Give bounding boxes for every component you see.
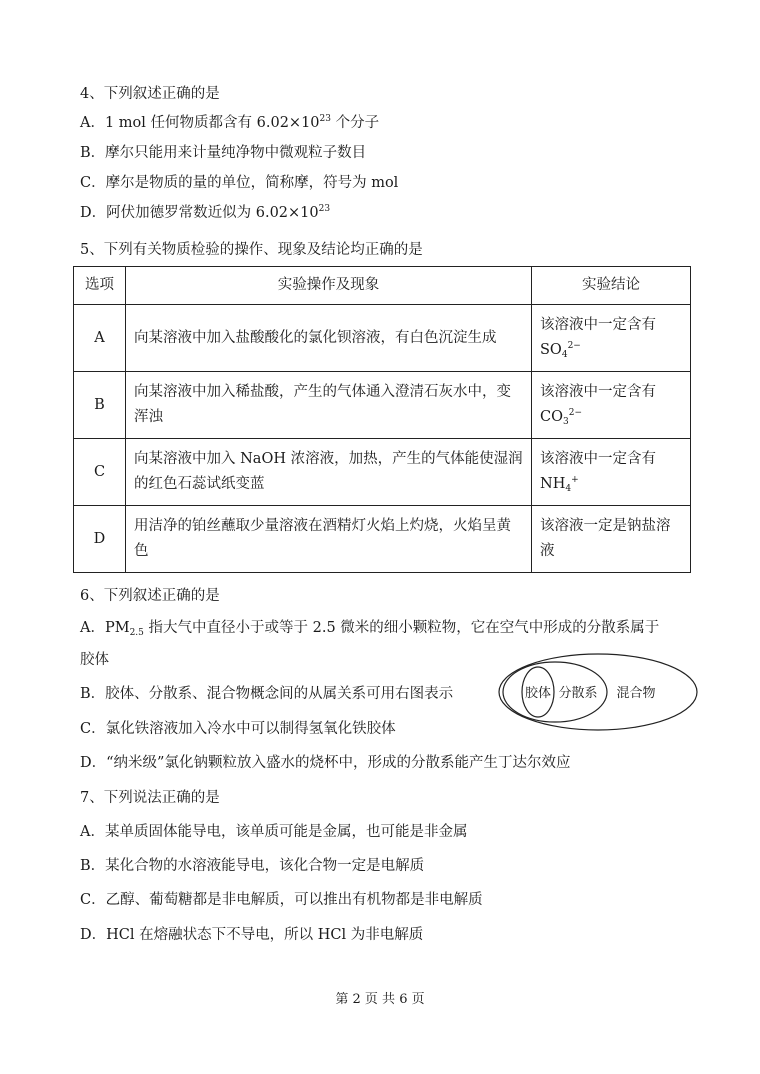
row-option: D xyxy=(74,506,126,573)
q4-option-d: D．阿伏加德罗常数近似为 $6.02\times 10^{23}$ xyxy=(80,204,331,221)
q6-option-a-continued: 胶体 xyxy=(80,652,109,668)
header-option: 选项 xyxy=(74,267,126,305)
q7-option-c: C．乙醇、葡萄糖都是非电解质，可以推出有机物都是非电解质 xyxy=(80,892,483,908)
q6-option-b: B．胶体、分散系、混合物概念间的从属关系可用右图表示 xyxy=(80,686,454,702)
row-option: A xyxy=(74,305,126,372)
row-conclusion: 该溶液中一定含有 $NH_4^+$ xyxy=(532,439,691,506)
q7-stem: 7、下列说法正确的是 xyxy=(80,790,220,806)
q6-stem: 6、下列叙述正确的是 xyxy=(80,588,220,604)
q4-option-a: A．1 mol 任何物质都含有 $6.02\times 10^{23}$ 个分子 xyxy=(80,114,380,131)
diagram-label-middle: 分散系 xyxy=(558,686,598,701)
row-conclusion: 该溶液中一定含有 $SO_4^{2-}$ xyxy=(532,305,691,372)
q4-stem: 4、下列叙述正确的是 xyxy=(80,86,220,102)
set-inclusion-diagram xyxy=(496,650,700,734)
diagram-label-outer: 混合物 xyxy=(616,686,656,701)
table-header-row xyxy=(74,267,691,305)
header-operation: 实验操作及现象 xyxy=(126,267,532,305)
table-row xyxy=(74,372,691,439)
q7-option-a: A．某单质固体能导电，该单质可能是金属，也可能是非金属 xyxy=(80,824,468,840)
row-operation: 向某溶液中加入盐酸酸化的氯化钡溶液，有白色沉淀生成 xyxy=(126,305,532,372)
q7-option-b: B．某化合物的水溶液能导电，该化合物一定是电解质 xyxy=(80,858,425,874)
row-conclusion: 该溶液一定是钠盐溶液 xyxy=(532,506,691,573)
q7-option-d: D．HCl 在熔融状态下不导电，所以 HCl 为非电解质 xyxy=(80,927,424,943)
q5-table xyxy=(73,266,691,573)
row-operation: 向某溶液中加入 NaOH 浓溶液，加热，产生的气体能使湿润的红色石蕊试纸变蓝 xyxy=(126,439,532,506)
q5-stem: 5、下列有关物质检验的操作、现象及结论均正确的是 xyxy=(80,242,423,258)
table-row xyxy=(74,439,691,506)
q6-option-d: D．“纳米级”氯化钠颗粒放入盛水的烧杯中，形成的分散系能产生丁达尔效应 xyxy=(80,755,571,771)
header-conclusion: 实验结论 xyxy=(532,267,691,305)
row-conclusion: 该溶液中一定含有 $CO_3^{2-}$ xyxy=(532,372,691,439)
row-operation: 向某溶液中加入稀盐酸，产生的气体通入澄清石灰水中，变浑浊 xyxy=(126,372,532,439)
row-option: B xyxy=(74,372,126,439)
diagram-label-inner: 胶体 xyxy=(524,686,552,701)
page-footer: 第 2 页 共 6 页 xyxy=(335,992,425,1007)
q6-option-a: A．$PM_{2.5}$ 指大气中直径小于或等于 2.5 微米的细小颗粒物，它在空气中形成的分散系属于 xyxy=(80,620,660,638)
table-row xyxy=(74,506,691,573)
q4-option-c: C．摩尔是物质的量的单位，简称摩，符号为 mol xyxy=(80,175,399,191)
q4-option-b: B．摩尔只能用来计量纯净物中微观粒子数目 xyxy=(80,145,367,161)
table-row xyxy=(74,305,691,372)
row-option: C xyxy=(74,439,126,506)
q6-option-c: C．氯化铁溶液加入冷水中可以制得氢氧化铁胶体 xyxy=(80,721,396,737)
row-operation: 用洁净的铂丝蘸取少量溶液在酒精灯火焰上灼烧，火焰呈黄色 xyxy=(126,506,532,573)
